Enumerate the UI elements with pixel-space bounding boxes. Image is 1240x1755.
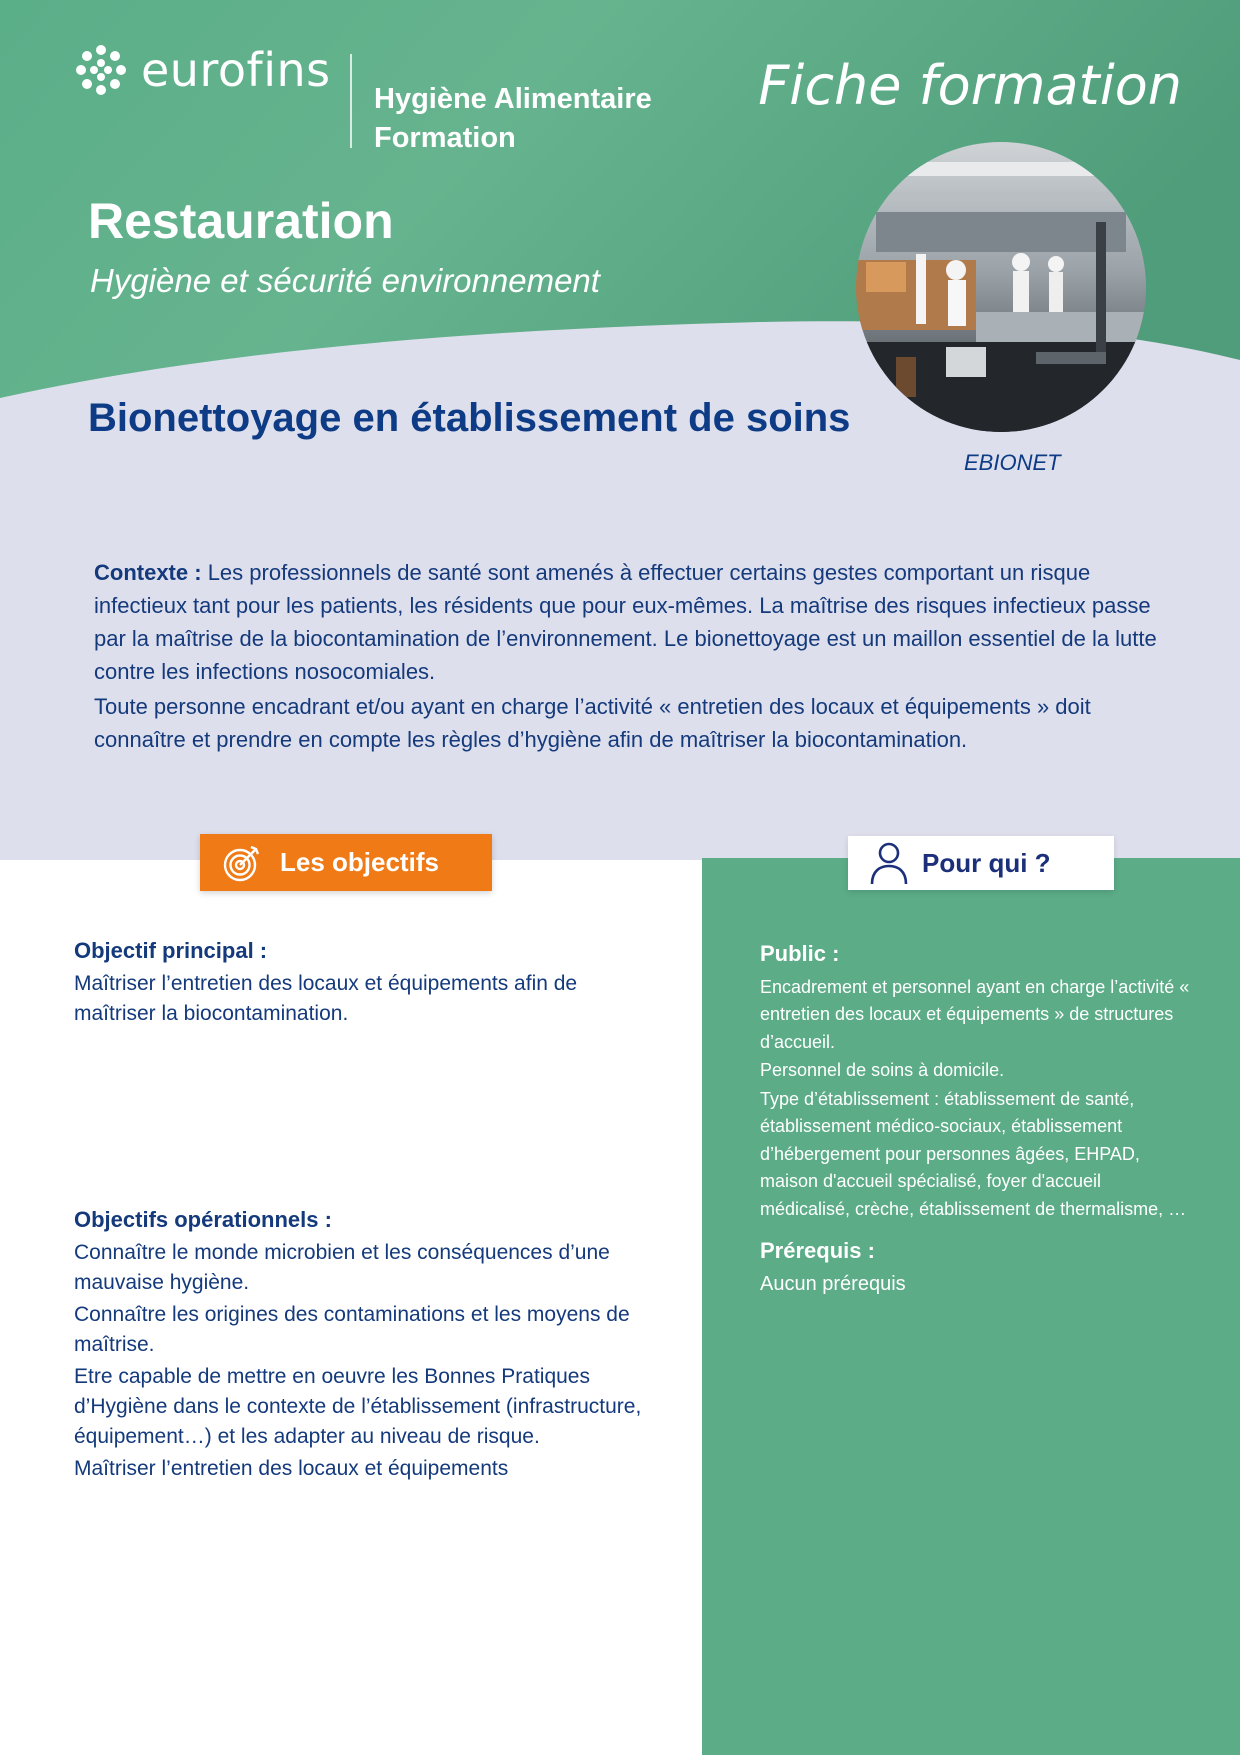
audience-section xyxy=(760,940,1190,1299)
audience-tab[interactable] xyxy=(848,836,1114,890)
prerequisites-heading: Prérequis : xyxy=(760,1238,875,1263)
category-subtitle: Hygiène et sécurité environnement xyxy=(90,262,600,299)
prerequisites-text: Aucun prérequis xyxy=(760,1272,906,1295)
operational-objective-item: Connaître le monde microbien et les conséquences d’une mauvaise hygiène. xyxy=(74,1241,610,1294)
operational-objectives xyxy=(74,1205,654,1484)
context-text-1: Les professionnels de santé sont amenés à effectuer certains gestes comportant un risque infectieux tant pour les patients, les résidents que pour eux-mêmes. La maîtrise des risques infectieux passe par la maîtrise de la biocontamination de l’environnement. Le bionettoyage est un maillon essentiel de la lutte contre les infections nosocomiales. xyxy=(94,560,1157,684)
logo-wordmark: eurofins xyxy=(141,43,331,97)
main-objective-text: Maîtriser l’entretien des locaux et équipements afin de maîtriser la biocontamination. xyxy=(74,972,578,1025)
public-item: Type d’établissement : établissement de santé, établissement médico-sociaux, établissement d’hébergement pour personnes âgées, EHPAD, maison d'accueil spécialisé, foyer d'accueil médicalisé, crèche, établissement de thermalisme, … xyxy=(760,1088,1187,1219)
department-line2: Formation xyxy=(374,122,516,154)
public-item: Encadrement et personnel ayant en charge l’activité « entretien des locaux et équipements » de structures d’accueil. xyxy=(760,976,1190,1052)
audience-tab-label: Pour qui ? xyxy=(922,847,1051,878)
course-title: Bionettoyage en établissement de soins xyxy=(88,396,851,440)
main-objective-heading: Objectif principal : xyxy=(74,938,268,963)
operational-objective-item: Maîtriser l’entretien des locaux et équipements xyxy=(74,1457,509,1480)
logo-divider xyxy=(350,54,352,148)
kitchen-photo xyxy=(856,142,1146,432)
context-paragraph-2: Toute personne encadrant et/ou ayant en charge l’activité « entretien des locaux et équipements » doit connaître et prendre en compte les règles d’hygiène afin de maîtriser la biocontamination. xyxy=(94,694,1091,752)
category-title: Restauration xyxy=(88,193,394,249)
public-heading: Public : xyxy=(760,941,840,966)
department-line1: Hygiène Alimentaire xyxy=(374,83,652,115)
person-icon xyxy=(870,841,908,885)
operational-objective-item: Etre capable de mettre en oeuvre les Bonnes Pratiques d’Hygiène dans le contexte de l’établissement (infrastructure, équipement…) et les adapter au niveau de risque. xyxy=(74,1365,642,1448)
eurofins-logo[interactable] xyxy=(75,44,331,96)
target-icon xyxy=(222,843,262,883)
objectives-tab-label: Les objectifs xyxy=(280,847,439,877)
context-section xyxy=(94,556,1174,758)
document-type: Fiche formation xyxy=(758,54,1182,117)
context-label: Contexte : xyxy=(94,560,202,585)
public-item: Personnel de soins à domicile. xyxy=(760,1060,1005,1080)
eurofins-logo-icon xyxy=(75,44,127,96)
course-code: EBIONET xyxy=(964,450,1061,475)
department-label xyxy=(374,80,652,158)
objectives-tab[interactable] xyxy=(200,834,492,891)
operational-objective-item: Connaître les origines des contaminations et les moyens de maîtrise. xyxy=(74,1303,630,1356)
context-paragraph-1 xyxy=(94,556,1174,688)
objectives-section xyxy=(74,936,654,1486)
operational-objectives-heading: Objectifs opérationnels : xyxy=(74,1207,332,1232)
